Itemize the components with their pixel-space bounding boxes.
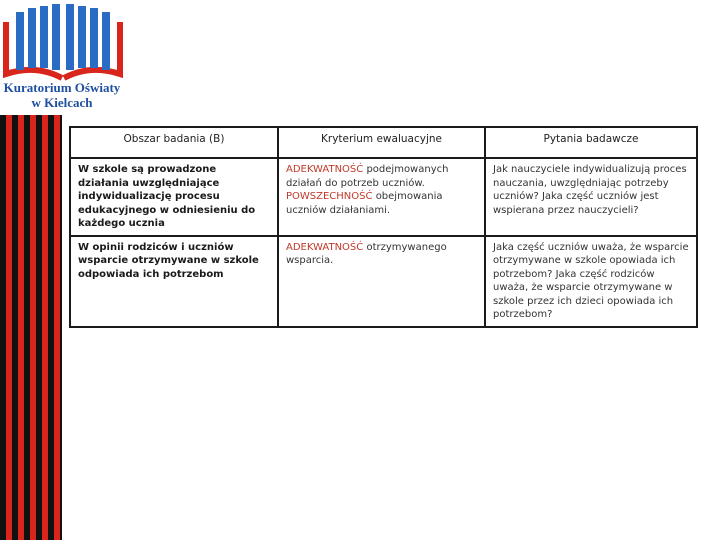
area-text: W szkole są prowadzone działania uwzględniające indywidualizację procesu edukacyjnego w odniesieniu do każdego ucznia	[78, 164, 256, 229]
questions-text: Jak nauczyciele indywidualizują proces nauczania, uwzględniając potrzeby uczniów? Jaka część uczniów jest wspierana przez nauczycieli?	[493, 164, 687, 216]
logo-line2: w Kielcach	[31, 95, 93, 110]
logo-line1: Kuratorium Oświaty	[3, 80, 121, 95]
criterion-keyword: ADEKWATNOŚĆ	[286, 164, 364, 175]
book-logo-icon	[2, 2, 124, 82]
table-header-row	[70, 127, 697, 158]
table-row	[70, 158, 697, 236]
area-cell	[70, 236, 278, 327]
area-text: W opinii rodziców i uczniów wsparcie otrzymywane w szkole odpowiada ich potrzebom	[78, 241, 259, 280]
logo	[0, 0, 130, 115]
questions-text: Jaka część uczniów uważa, że wsparcie otrzymywane w szkole opowiada ich potrzebom? Jaka część rodziców uważa, że wsparcie otrzymywane w szkole przez ich dzieci opowiada ich potrzebom?	[493, 241, 689, 320]
questions-cell	[485, 236, 697, 327]
criterion-cell	[278, 158, 485, 236]
evaluation-table	[69, 126, 698, 328]
table-row	[70, 236, 697, 327]
criterion-keyword: ADEKWATNOŚĆ	[286, 241, 364, 253]
criterion-text: otrzymywanego wsparcia.	[286, 241, 447, 266]
header-criterion: Kryterium ewaluacyjne	[278, 127, 485, 158]
decorative-stripes	[0, 115, 62, 540]
questions-cell	[485, 158, 697, 236]
header-area: Obszar badania (B)	[70, 127, 278, 158]
criterion-keyword: POWSZECHNOŚĆ	[286, 191, 373, 202]
criterion-cell	[278, 236, 485, 327]
criterion-text: podejmowanych działań do potrzeb uczniów.	[286, 164, 449, 189]
header-questions: Pytania badawcze	[485, 127, 697, 158]
criterion-text: obejmowania uczniów działaniami.	[286, 191, 443, 216]
area-cell	[70, 158, 278, 236]
